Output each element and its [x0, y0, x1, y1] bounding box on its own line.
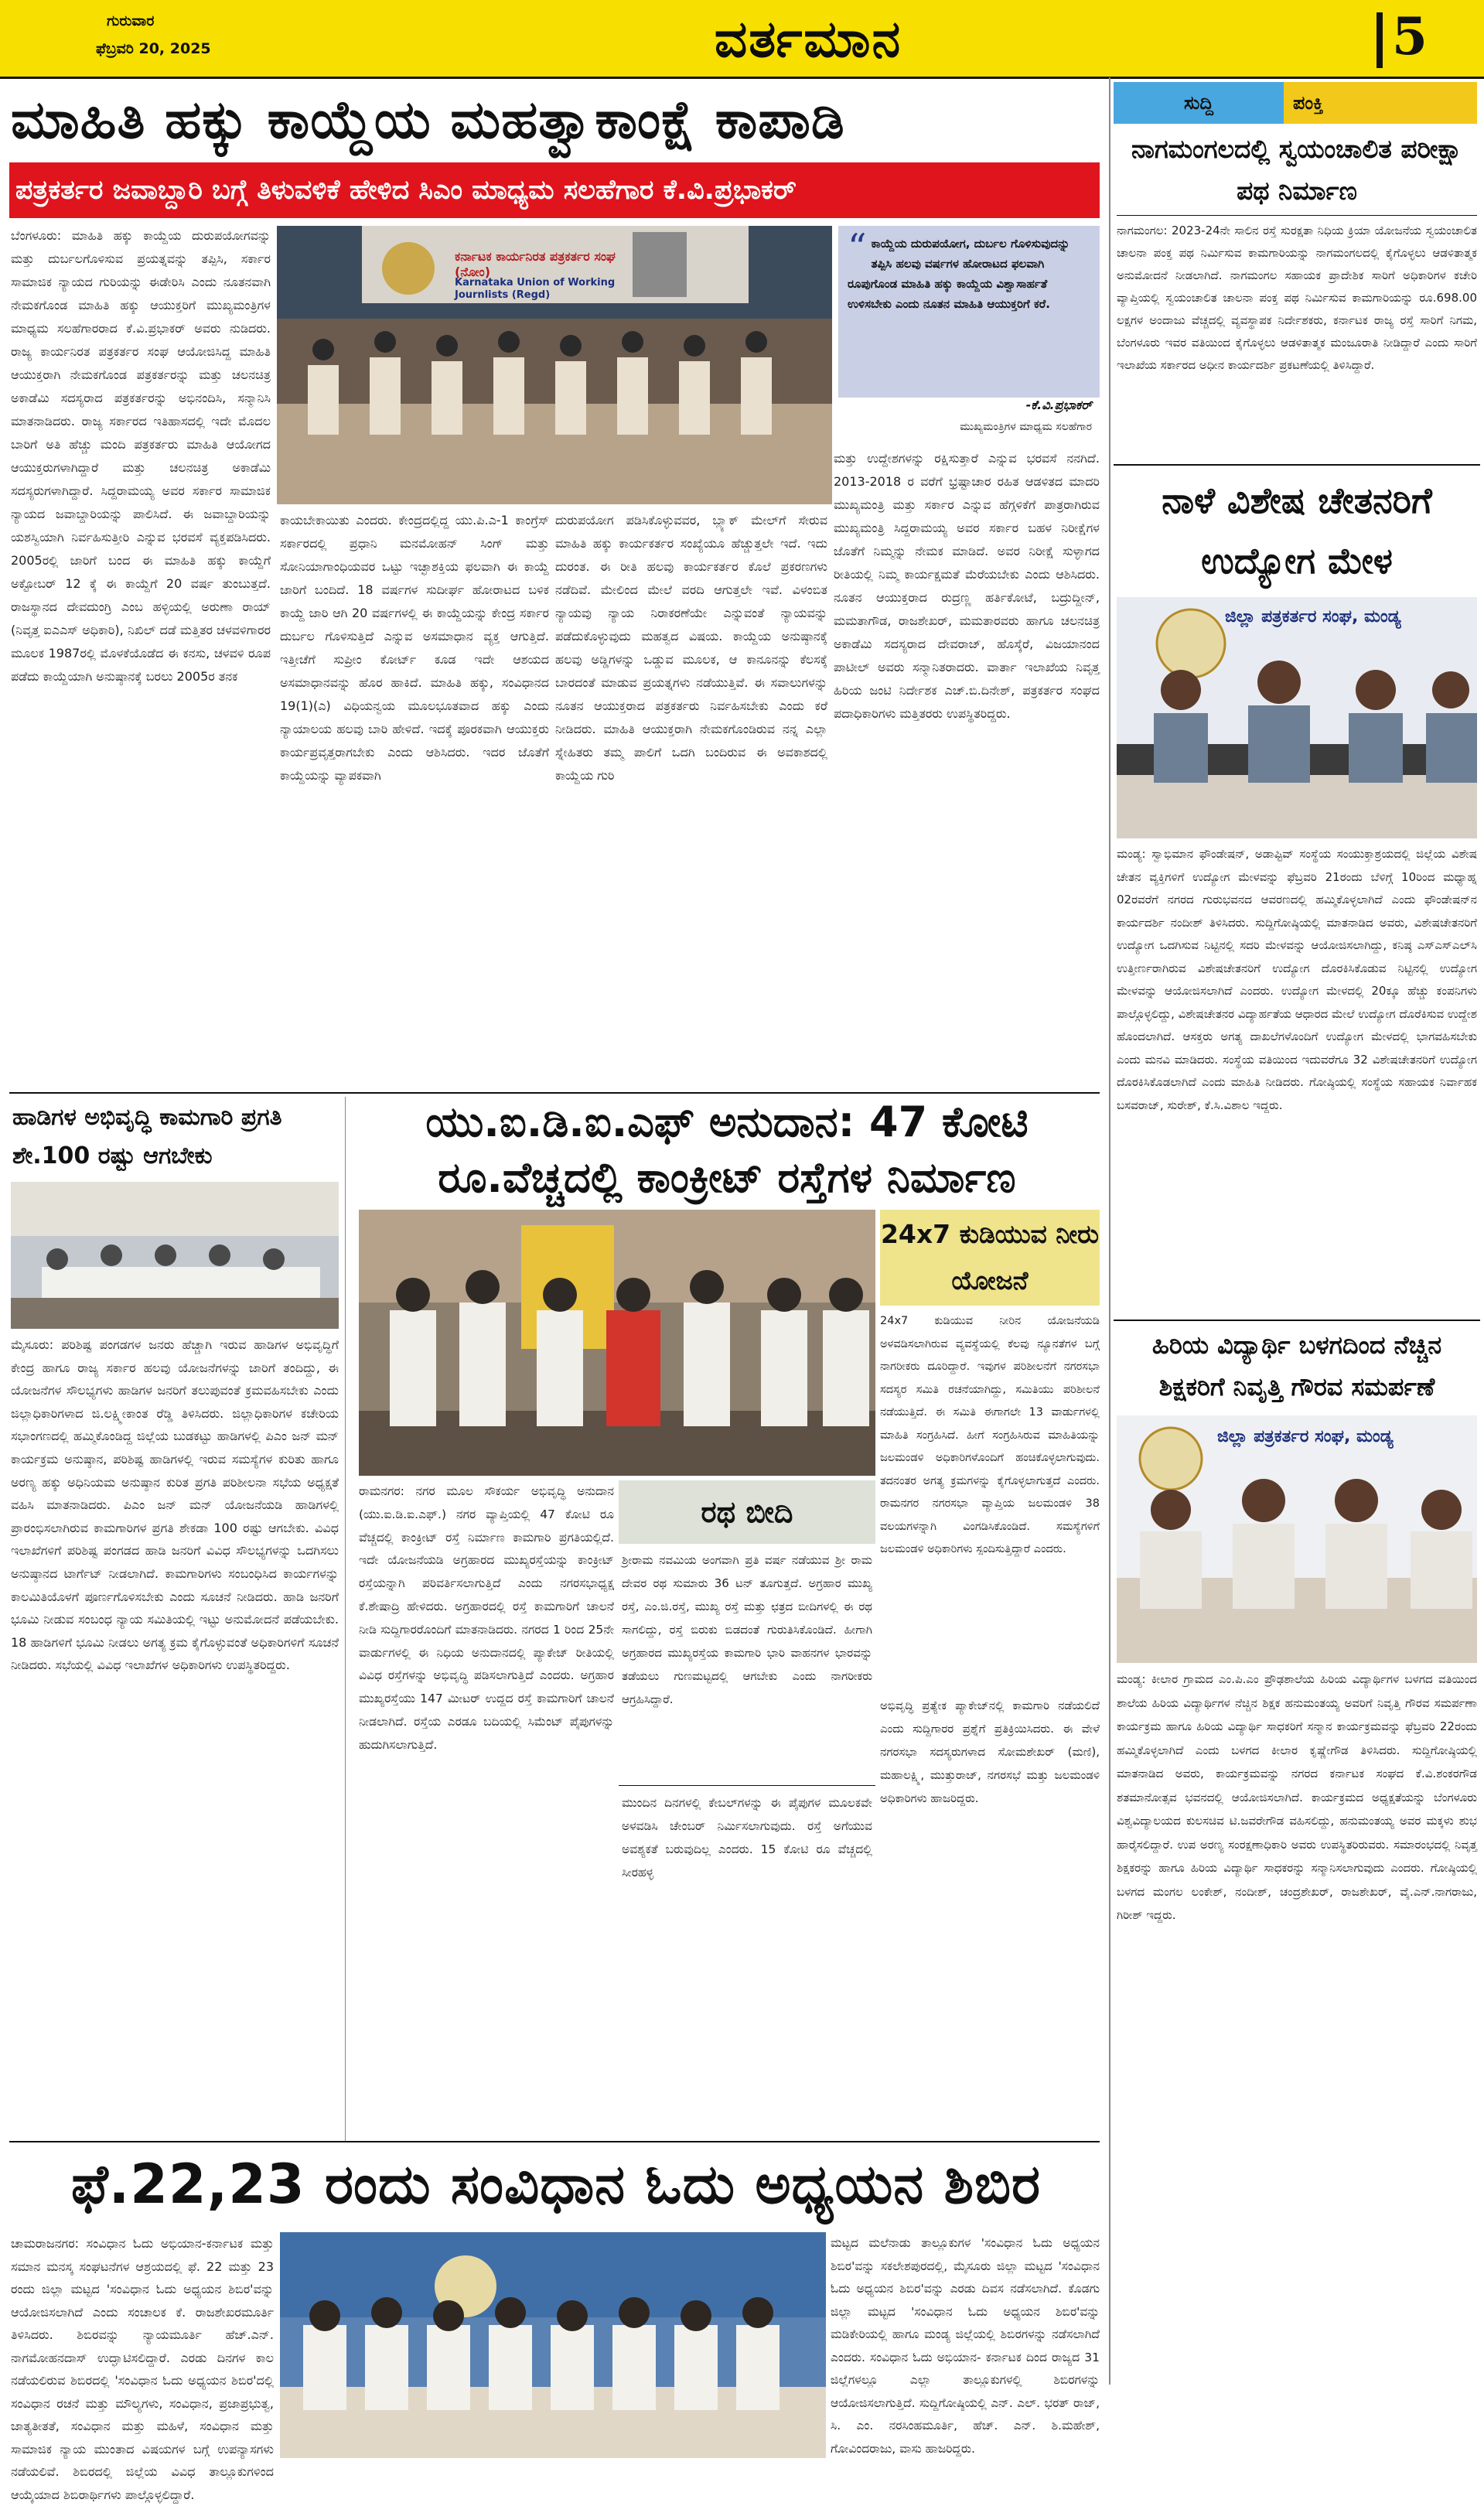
- uidf-road-photo: [359, 1210, 875, 1476]
- quote-author: -ಕೆ.ವಿ.ಪ್ರಭಾಕರ್: [1025, 398, 1092, 412]
- rti-subheadline: ಪತ್ರಕರ್ತರ ಜವಾಬ್ದಾರಿ ಬಗ್ಗೆ ತಿಳುವಳಿಕೆ ಹೇಳಿದ ಸಿಎಂ ಮಾಧ್ಯಮ ಸಲಹೆಗಾರ ಕೆ.ವಿ.ಪ್ರಭಾಕರ್: [15, 175, 797, 206]
- rti-event-photo: [277, 226, 832, 504]
- uidf-headline-line-2: ರೂ.ವೆಚ್ಚದಲ್ಲಿ ಕಾಂಕ್ರೀಟ್ ರಸ್ತೆಗಳ ನಿರ್ಮಾಣ: [438, 1153, 1016, 1202]
- uidf-column-3: ಅಭಿವೃದ್ಧಿ ಪ್ರತ್ಯೇಕ ಪ್ಯಾಕೇಜ್‌ನಲ್ಲಿ ಕಾಮಗಾರಿ ನಡೆಯಲಿದೆ ಎಂದು ಸುದ್ದಿಗಾರರ ಪ್ರಶ್ನೆಗೆ ಪ್ರತಿಕ್ರಿಯಿಸಿದರು. ಈ ವೇಳೆ ನಗರಸಭಾ ಸದಸ್ಯರುಗಳಾದ ಸೋಮಶೇಖರ್ (ಮಣಿ), ಮಹಾಲಕ್ಷ್ಮಿ, ಮುತ್ತುರಾಜ್, ನಗರಸಭೆ ಮತ್ತು ಜಲಮಂಡಳಿ ಅಧಿಕಾರಿಗಳು ಹಾಜರಿದ್ದರು.: [880, 1699, 1100, 1805]
- job-fair-headline: ನಾಳೆ ವಿಶೇಷ ಚೇತನರಿಗೆ ಉದ್ಯೋಗ ಮೇಳ: [1162, 480, 1432, 582]
- quote-mark-icon: “: [848, 226, 867, 269]
- constitution-column-4: ಮಟ್ಟದ ಮಲೆನಾಡು ತಾಲ್ಲೂಕುಗಳ 'ಸಂವಿಧಾನ ಓದು ಅಧ್ಯಯನ ಶಿಬಿರ'ವನ್ನು ಸಕಲೇಶಪುರದಲ್ಲಿ, ಮೈಸೂರು ಜಿಲ್ಲಾ ಮಟ್ಟದ 'ಸಂವಿಧಾನ ಓದು ಅಧ್ಯಯನ ಶಿಬಿರ'ವನ್ನು ಎರಡು ದಿವಸ ನಡೆಸಲಾಗಿದೆ. ಕೊಡಗು ಜಿಲ್ಲಾ ಮಟ್ಟದ 'ಸಂವಿಧಾನ ಓದು ಅಧ್ಯಯನ ಶಿಬಿರ'ವನ್ನು ಮಡಿಕೇರಿಯಲ್ಲಿ ಹಾಗೂ ಮಂಡ್ಯ ಜಿಲ್ಲೆಯಲ್ಲಿ ಶಿಬಿರಗಳನ್ನು ನಡೆಸಲಾಗಿದೆ ಎಂದರು. ಸಂವಿಧಾನ ಓದು ಅಭಿಯಾನ- ಕರ್ನಾಟಕ ದಿಂದ ರಾಜ್ಯದ 31 ಜಿಲ್ಲೆಗಳಲ್ಲೂ ಎಲ್ಲಾ ತಾಲ್ಲೂಕುಗಳಲ್ಲಿ ಶಿಬಿರಗಳನ್ನು ಆಯೋಜಿಸಲಾಗುತ್ತಿದೆ. ಸುದ್ದಿಗೋಷ್ಠಿಯಲ್ಲಿ ಎನ್. ಎಲ್. ಭರತ್ ರಾಜ್, ಸಿ. ಎಂ. ನರಸಿಂಹಮೂರ್ತಿ, ಹೆಚ್. ಎನ್. ಶಿ.ಮಹೇಶ್, ಗೋವಿಂದರಾಜು, ವಾಸು ಹಾಜರಿದ್ದರು.: [831, 2236, 1100, 2456]
- section-label-2: ಪಂಕ್ತಿ: [1293, 92, 1324, 114]
- job-fair-photo: [1117, 597, 1477, 838]
- newspaper-title: ವರ್ತಮಾನ: [714, 9, 902, 69]
- rti-subheadline-band: [9, 162, 1100, 218]
- retirement-photo-banner: ಜಿಲ್ಲಾ ಪತ್ರಕರ್ತರ ಸಂಘ, ಮಂಡ್ಯ: [1217, 1427, 1394, 1446]
- hostel-photo-illustration: [11, 1182, 339, 1329]
- constitution-headline: ಫೆ.22,23 ರಂದು ಸಂವಿಧಾನ ಓದು ಅಧ್ಯಯನ ಶಿಬಿರ: [70, 2153, 1042, 2216]
- constitution-column-1: ಚಾಮರಾಜನಗರ: ಸಂವಿಧಾನ ಓದು ಅಭಿಯಾನ-ಕರ್ನಾಟಕ ಮತ್ತು ಸಮಾನ ಮನಸ್ಕ ಸಂಘಟನೆಗಳ ಆಶ್ರಯದಲ್ಲಿ ಫೆ. 22 ಮತ್ತು 23 ರಂದು ಜಿಲ್ಲಾ ಮಟ್ಟದ 'ಸಂವಿಧಾನ ಓದು ಅಧ್ಯಯನ ಶಿಬಿರ'ವನ್ನು ಆಯೋಜಿಸಲಾಗಿದೆ ಎಂದು ಸಂಚಾಲಕ ಕೆ. ರಾಜಶೇಖರಮೂರ್ತಿ ತಿಳಿಸಿದರು. ಶಿಬಿರವನ್ನು ನ್ಯಾಯಮೂರ್ತಿ ಹೆಚ್.ಎನ್. ನಾಗಮೋಹನದಾಸ್ ಉದ್ಘಾಟಿಸಲಿದ್ದಾರೆ. ಎರಡು ದಿನಗಳ ಕಾಲ ನಡೆಯಲಿರುವ ಶಿಬಿರದಲ್ಲಿ 'ಸಂವಿಧಾನ ಓದು ಅಧ್ಯಯನ ಶಿಬಿರ'ದಲ್ಲಿ ಸಂವಿಧಾನ ರಚನೆ ಮತ್ತು ಮೌಲ್ಯಗಳು, ಸಂವಿಧಾನ, ಪ್ರಜಾಪ್ರಭುತ್ವ, ಜಾತ್ಯತೀತತೆ, ಸಂವಿಧಾನ ಮತ್ತು ಮಹಿಳೆ, ಸಂವಿಧಾನ ಮತ್ತು ಸಾಮಾಜಿಕ ನ್ಯಾಯ ಮುಂತಾದ ವಿಷಯಗಳ ಬಗ್ಗೆ ಉಪನ್ಯಾಸಗಳು ನಡೆಯಲಿವೆ. ಶಿಬಿರದಲ್ಲಿ ಜಿಲ್ಲೆಯ ವಿವಿಧ ತಾಲ್ಲೂಕುಗಳಿಂದ ಆಯ್ಕೆಯಾದ ಶಿಬಿರಾರ್ಥಿಗಳು ಪಾಲ್ಗೊಳ್ಳಲಿದ್ದಾರೆ.: [11, 2236, 274, 2502]
- hostel-body: ಮೈಸೂರು: ಪರಿಶಿಷ್ಟ ಪಂಗಡಗಳ ಜನರು ಹೆಚ್ಚಾಗಿ ಇರುವ ಹಾಡಿಗಳ ಅಭಿವೃದ್ಧಿಗೆ ಕೇಂದ್ರ ಹಾಗೂ ರಾಜ್ಯ ಸರ್ಕಾರ ಹಲವು ಯೋಜನೆಗಳನ್ನು ಜಾರಿಗೆ ತಂದಿದ್ದು, ಈ ಯೋಜನೆಗಳ ಸೌಲಭ್ಯಗಳು ಹಾಡಿಗಳ ಜನರಿಗೆ ತಲುಪುವಂತೆ ಕ್ರಮವಹಿಸಬೇಕು ಎಂದು ಜಿಲ್ಲಾಧಿಕಾರಿಗಳಾದ ಜಿ.ಲಕ್ಷ್ಮೀಕಾಂತ ರೆಡ್ಡಿ ತಿಳಿಸಿದರು. ಜಿಲ್ಲಾಧಿಕಾರಿಗಳ ಕಚೇರಿಯ ಸಭಾಂಗಣದಲ್ಲಿ ಹಮ್ಮಿಕೊಂಡಿದ್ದ ಜಿಲ್ಲೆಯ ಬುಡಕಟ್ಟು ಹಾಡಿಗಳಲ್ಲಿ ಪಿಎಂ ಜನ್ ಮನ್ ಕಾರ್ಯಕ್ರಮ ಅನುಷ್ಠಾನ, ಪರಿಶಿಷ್ಟ ಹಾಡಿಗಳಲ್ಲಿ ಇರುವ ಸಮಸ್ಯೆಗಳ ಕುರಿತು ಹಾಗೂ ಅರಣ್ಯ ಹಕ್ಕು ಅಧಿನಿಯಮ ಅನುಷ್ಠಾನ ಕುರಿತ ಪ್ರಗತಿ ಪರಿಶೀಲನಾ ಸಭೆಯ ಅಧ್ಯಕ್ಷತೆ ವಹಿಸಿ ಮಾತನಾಡಿದರು. ಪಿಎಂ ಜನ್ ಮನ್ ಯೋಜನೆಯಡಿ ಹಾಡಿಗಳಲ್ಲಿ ಪ್ರಾರಂಭಿಸಲಾಗಿರುವ ಕಾಮಗಾರಿಗಳ ಪ್ರಗತಿ ಶೇಕಡಾ 100 ರಷ್ಟು ಆಗಬೇಕು. ವಿವಿಧ ಇಲಾಖೆಗಳಿಗೆ ಪರಿಶಿಷ್ಟ ಪಂಗಡದ ಹಾಡಿ ಜನರಿಗೆ ವಿವಿಧ ಸೌಲಭ್ಯಗಳನ್ನು ಒದಗಿಸಲು ಅನುಷ್ಠಾನದ ಟಾರ್ಗೆಟ್ ನೀಡಲಾಗಿದೆ. ಕಾಮಗಾರಿಗಳು ಸಂಬಂಧಿಸಿದ ಕಾರ್ಯಗಳನ್ನು ಕಾಲಮಿತಿಯೊಳಗೆ ಪೂರ್ಣಗೊಳಿಸಬೇಕು ಎಂದು ಸೂಚನೆ ನೀಡಿದರು. ಹಾಡಿ ಜನರಿಗೆ ಭೂಮಿ ನೀಡುವ ಸಂಬಂಧ ನ್ಯಾಯ ಸಮಿತಿಯಲ್ಲಿ ಇಟ್ಟು ಅನುಮೋದನೆ ಪಡೆಯಬೇಕು. 18 ಹಾಡಿಗಳಿಗೆ ಭೂಮಿ ನೀಡಲು ಅಗತ್ಯ ಕ್ರಮ ಕೈಗೊಳ್ಳುವಂತೆ ಅಧಿಕಾರಿಗಳಿಗೆ ಸೂಚನೆ ನೀಡಿದರು. ಸಭೆಯಲ್ಲಿ ವಿವಿಧ ಇಲಾಖೆಗಳ ಅಧಿಕಾರಿಗಳು ಉಪಸ್ಥಿತರಿದ್ದರು.: [11, 1337, 339, 1673]
- retirement-headline: ಹಿರಿಯ ವಿದ್ಯಾರ್ಥಿ ಬಳಗದಿಂದ ನೆಚ್ಚಿನ ಶಿಕ್ಷಕರಿಗೆ ನಿವೃತ್ತಿ ಗೌರವ ಸಮರ್ಪಣೆ: [1151, 1330, 1442, 1402]
- divider: [619, 1785, 875, 1786]
- page-number: 5: [1392, 6, 1428, 67]
- divider: [345, 1097, 346, 2141]
- water-scheme-title: 24x7 ಕುಡಿಯುವ ನೀರು ಯೋಜನೆ: [880, 1210, 1100, 1306]
- divider: [1114, 464, 1480, 466]
- photo-banner-english: Karnataka Union of Working Journlists (Regd): [455, 277, 616, 301]
- masthead: [0, 0, 1484, 79]
- nagamangala-headline: ನಾಗಮಂಗಲದಲ್ಲಿ ಸ್ವಯಂಚಾಲಿತ ಪರೀಕ್ಷಾ ಪಥ ನಿರ್ಮಾಣ: [1131, 134, 1463, 206]
- quote-text: ಕಾಯ್ದೆಯ ದುರುಪಯೋಗ, ದುರ್ಬಲ ಗೊಳಿಸುವುದನ್ನು ತಪ್ಪಿಸಿ ಹಲವು ವರ್ಷಗಳ ಹೋರಾಟದ ಫಲವಾಗಿ ರೂಪುಗೊಂಡ ಮಾಹಿತಿ ಹಕ್ಕು ಕಾಯ್ದೆಯ ವಿಶ್ವಾಸಾರ್ಹತೆ ಉಳಿಸಬೇಕು ಎಂದು ನೂತನ ಮಾಹಿತಿ ಆಯುಕ್ತರಿಗೆ ಕರೆ.: [848, 237, 1070, 311]
- job-fair-body: ಮಂಡ್ಯ: ಸ್ವಾಭಿಮಾನ ಫೌಂಡೇಷನ್, ಅಡಾಪ್ಟಿವ್ ಸಂಸ್ಥೆಯ ಸಂಯುಕ್ತಾಶ್ರಯದಲ್ಲಿ ಜಿಲ್ಲೆಯ ವಿಶೇಷ ಚೇತನ ವ್ಯಕ್ತಿಗಳಿಗೆ ಉದ್ಯೋಗ ಮೇಳವನ್ನು ಫೆಬ್ರವರಿ 21ರಂದು ಬೆಳಿಗ್ಗೆ 10ರಿಂದ ಮಧ್ಯಾಹ್ನ 02ರವರೆಗೆ ನಗರದ ಗುರುಭವನದ ಆವರಣದಲ್ಲಿ ಹಮ್ಮಿಕೊಳ್ಳಲಾಗಿದೆ ಎಂದು ಫೌಂಡೇಷನ್‌ನ ಕಾರ್ಯದರ್ಶಿ ನಂದೀಶ್ ತಿಳಿಸಿದರು. ಸುದ್ದಿಗೋಷ್ಠಿಯಲ್ಲಿ ಮಾತನಾಡಿದ ಅವರು, ವಿಶೇಷಚೇತನರಿಗೆ ಉದ್ಯೋಗ ಒದಗಿಸುವ ನಿಟ್ಟಿನಲ್ಲಿ ಸದರಿ ಮೇಳವನ್ನು ಆಯೋಜಿಸಲಾಗಿದ್ದು, ಕನಿಷ್ಠ ಎಸ್‌ಎಸ್‌ಎಲ್‌ಸಿ ಉತ್ತೀರ್ಣರಾಗಿರುವ ವಿಶೇಷಚೇತನರಿಗೆ ಉದ್ಯೋಗ ದೊರಕಿಸಿಕೊಡುವ ನಿಟ್ಟಿನಲ್ಲಿ ಉದ್ಯೋಗ ಮೇಳವನ್ನು ಆಯೋಜಿಸಲಾಗಿದೆ ಎಂದರು. ಉದ್ಯೋಗ ಮೇಳದಲ್ಲಿ 20ಕ್ಕೂ ಹೆಚ್ಚು ಕಂಪನಿಗಳು ಪಾಲ್ಗೊಳ್ಳಲಿದ್ದು, ವಿಶೇಷಚೇತನರ ವಿದ್ಯಾರ್ಹತೆಯ ಆಧಾರದ ಮೇಲೆ ಉದ್ಯೋಗ ದೊರೆಕಿಸುವ ಉದ್ದೇಶ ಹೊಂದಲಾಗಿದೆ. ಆಸಕ್ತರು ಅಗತ್ಯ ದಾಖಲೆಗಳೊಂದಿಗೆ ಉದ್ಯೋಗ ಮೇಳದಲ್ಲಿ ಭಾಗವಹಿಸಬೇಕು ಎಂದು ಮನವಿ ಮಾಡಿದರು. ಸಂಸ್ಥೆಯ ವತಿಯಿಂದ ಇದುವರೆಗೂ 32 ವಿಶೇಷಚೇತನರಿಗೆ ಉದ್ಯೋಗ ದೊರಕಿಸಿಕೊಡಲಾಗಿದೆ ಎಂದು ಮಾಹಿತಿ ನೀಡಿದರು. ಗೋಷ್ಠಿಯಲ್ಲಿ ಸಂಸ್ಥೆಯ ಸಹಾಯಕ ನಿರ್ವಾಹಕ ಬಸವರಾಜ್, ಸುರೇಶ್, ಕೆ.ಸಿ.ವಿಶಾಲ ಇದ್ದರು.: [1117, 847, 1477, 1112]
- rti-column-1: ಬೆಂಗಳೂರು: ಮಾಹಿತಿ ಹಕ್ಕು ಕಾಯ್ದೆಯ ದುರುಪಯೋಗವನ್ನು ಮತ್ತು ದುರ್ಬಲಗೊಳಿಸುವ ಪ್ರಯತ್ನವನ್ನು ತಪ್ಪಿಸಿ, ಸರ್ಕಾರ ಸಾಮಾಜಿಕ ನ್ಯಾಯದ ಗುರಿಯನ್ನು ಈಡೇರಿಸಿ ಎಂದು ನೂತನವಾಗಿ ನೇಮಕಗೊಂಡ ಮಾಹಿತಿ ಹಕ್ಕು ಆಯುಕ್ತರಿಗೆ ಮುಖ್ಯಮಂತ್ರಿಗಳ ಮಾಧ್ಯಮ ಸಲಹೆಗಾರರಾದ ಕೆ.ವಿ.ಪ್ರಭಾಕರ್ ಅವರು ನುಡಿದರು. ರಾಜ್ಯ ಕಾರ್ಯನಿರತ ಪತ್ರಕರ್ತರ ಸಂಘ ಆಯೋಜಿಸಿದ್ದ ಮಾಹಿತಿ ಆಯುಕ್ತರಾಗಿ ನೇಮಕಗೊಂಡ ಪತ್ರಕರ್ತರನ್ನು ಮತ್ತು ಚಲನಚಿತ್ರ ಅಕಾಡೆಮಿ ಸದಸ್ಯರಾದ ಪತ್ರಕರ್ತರನ್ನು ಅಭಿನಂದಿಸಿ, ಸನ್ಮಾನಿಸಿ ಮಾತನಾಡಿದರು. ರಾಜ್ಯ ಸರ್ಕಾರದ ಇತಿಹಾಸದಲ್ಲಿ ಇದೇ ಮೊದಲ ಬಾರಿಗೆ ಅತಿ ಹೆಚ್ಚು ಮಂದಿ ಪತ್ರಕರ್ತರು ಮಾಹಿತಿ ಆಯೋಗದ ಆಯುಕ್ತರುಗಳಾಗಿದ್ದಾರೆ ಮತ್ತು ಚಲನಚಿತ್ರ ಅಕಾಡೆಮಿ ಸದಸ್ಯರುಗಳಾಗಿದ್ದಾರೆ. ಸಿದ್ದರಾಮಯ್ಯ ಅವರ ಸರ್ಕಾರ ಸಾಮಾಜಿಕ ನ್ಯಾಯದ ಜವಾಬ್ದಾರಿಯನ್ನು ಪಾಲಿಸಿದೆ. ಈ ಜವಾಬ್ದಾರಿಯನ್ನು ಯಶಸ್ವಿಯಾಗಿ ನಿರ್ವಹಿಸುತ್ತೀರಿ ಎನ್ನುವ ಭರವಸೆ ವ್ಯಕ್ತಪಡಿಸಿದರು. 2005ರಲ್ಲಿ ಜಾರಿಗೆ ಬಂದ ಈ ಮಾಹಿತಿ ಹಕ್ಕು ಕಾಯ್ದೆಗೆ ಅಕ್ಟೋಬರ್ 12 ಕ್ಕೆ ಈ ಕಾಯ್ದೆಗೆ 20 ವರ್ಷ ತುಂಬುತ್ತದೆ. ರಾಜಸ್ಥಾನದ ದೇವದುಂಗ್ರಿ ಎಂಬ ಹಳ್ಳಿಯಲ್ಲಿ ಅರುಣಾ ರಾಯ್ (ನಿವೃತ್ತ ಐಎಎಸ್ ಅಧಿಕಾರಿ), ನಿಖಿಲ್ ದಡೆ ಮತ್ತಿತರ ಚಳವಳಿಗಾರರ ಮೂಲಕ 1987ರಲ್ಲಿ ಮೊಳಕೆಯೊಡೆದ ಈ ಕನಸು, ಚಳವಳಿ ರೂಪ ಪಡೆದು ಕಾಯ್ದೆಯಾಗಿ ಅನುಷ್ಠಾನಕ್ಕೆ ಬರಲು 2005ರ ತನಕ: [11, 228, 271, 684]
- uidf-photo-illustration: [359, 1210, 875, 1476]
- masthead-day: ಗುರುವಾರ: [107, 12, 155, 29]
- section-label-box-2: [1284, 82, 1477, 124]
- ratha-beedi-body: ಶ್ರೀರಾಮ ನವಮಿಯ ಅಂಗವಾಗಿ ಪ್ರತಿ ವರ್ಷ ನಡೆಯುವ ಶ್ರೀ ರಾಮ ದೇವರ ರಥ ಸುಮಾರು 36 ಟನ್ ತೂಗುತ್ತದೆ. ಅಗ್ರಹಾರ ಮುಖ್ಯ ರಸ್ತೆ, ಎಂ.ಜಿ.ರಸ್ತೆ, ಮುಖ್ಯ ರಸ್ತೆ ಮತ್ತು ಛತ್ರದ ಬೀದಿಗಳಲ್ಲಿ ಈ ರಥ ಸಾಗಲಿದ್ದು, ರಸ್ತೆ ಬಿರುಕು ಬಿಡದಂತೆ ಗುರುತಿಸಿಕೊಂಡಿದೆ. ಹೀಗಾಗಿ ಅಗ್ರಹಾರದ ಮುಖ್ಯರಸ್ತೆಯ ಕಾಮಗಾರಿ ಭಾರಿ ವಾಹನಗಳ ಭಾರವನ್ನು ತಡೆಯಲು ಗುಣಮಟ್ಟದಲ್ಲಿ ಆಗಬೇಕು ಎಂದು ನಾಗರೀಕರು ಆಗ್ರಹಿಸಿದ್ದಾರೆ.: [622, 1553, 872, 1706]
- ratha-beedi-title: ರಥ ಬೀದಿ: [619, 1480, 875, 1544]
- uidf-column-1: ರಾಮನಗರ: ನಗರ ಮೂಲ ಸೌಕರ್ಯ ಅಭಿವೃದ್ಧಿ ಅನುದಾನ (ಯು.ಐ.ಡಿ.ಐ.ಎಫ್.) ನಗರ ವ್ಯಾಪ್ತಿಯಲ್ಲಿ 47 ಕೋಟಿ ರೂ ವೆಚ್ಚದಲ್ಲಿ ಕಾಂಕ್ರೀಟ್ ರಸ್ತೆ ನಿರ್ಮಾಣ ಕಾಮಗಾರಿ ಪ್ರಗತಿಯಲ್ಲಿದೆ. ಇದೇ ಯೋಜನೆಯಡಿ ಅಗ್ರಹಾರದ ಮುಖ್ಯರಸ್ತೆಯನ್ನು ಕಾಂಕ್ರೀಟ್ ರಸ್ತೆಯನ್ನಾಗಿ ಪರಿವರ್ತಿಸಲಾಗುತ್ತಿದೆ ಎಂದು ನಗರಸಭಾಧ್ಯಕ್ಷ ಕೆ.ಶೇಷಾದ್ರಿ ಹೇಳಿದರು. ಅಗ್ರಹಾರದಲ್ಲಿ ರಸ್ತೆ ಕಾಮಗಾರಿಗೆ ಚಾಲನೆ ನೀಡಿ ಸುದ್ದಿಗಾರರೊಂದಿಗೆ ಮಾತನಾಡಿದರು. ನಗರದ 1 ರಿಂದ 25ನೇ ವಾರ್ಡುಗಳಲ್ಲಿ ಈ ನಿಧಿಯ ಅನುದಾನದಲ್ಲಿ ಪ್ಯಾಕೇಜ್ ರೀತಿಯಲ್ಲಿ ವಿವಿಧ ರಸ್ತೆಗಳನ್ನು ಅಭಿವೃದ್ಧಿ ಪಡಿಸಲಾಗುತ್ತಿದೆ ಎಂದರು. ಅಗ್ರಹಾರ ಮುಖ್ಯರಸ್ತೆಯು 147 ಮೀಟರ್ ಉದ್ದದ ರಸ್ತೆ ಕಾಮಗಾರಿಗೆ ಚಾಲನೆ ನೀಡಲಾಗಿದೆ. ರಸ್ತೆಯ ಎರಡೂ ಬದಿಯಲ್ಲಿ ಸಿಮೆಂಟ್ ಪೈಪುಗಳನ್ನು ಹುದುಗಿಸಲಾಗುತ್ತಿದೆ.: [359, 1484, 614, 1752]
- divider: [1117, 215, 1477, 216]
- rti-column-3: ದುರುಪಯೋಗ ಪಡಿಸಿಕೊಳ್ಳುವವರ, ಬ್ಲ್ಯಾಕ್ ಮೇಲ್‌ಗೆ ಸೇರುವ ಮಾಹಿತಿ ಹಕ್ಕು ಕಾರ್ಯಕರ್ತರ ಸಂಖ್ಯೆಯೂ ಹೆಚ್ಚುತ್ತಲೇ ಇದೆ. ಇದು ದುರಂತ. ಈ ರೀತಿ ಹಲವು ಕಾರ್ಯಕರ್ತರ ಕೊಲೆ ಪ್ರಕರಣಗಳು ನಡೆದಿವೆ. ಮೇಲಿಂದ ಮೇಲೆ ವರದಿ ಆಗುತ್ತಲೇ ಇವೆ. ವಿಳಂಬಿತ ನ್ಯಾಯವು ನ್ಯಾಯ ನಿರಾಕರಣೆಯೇ ಎನ್ನುವಂತೆ ನ್ಯಾಯವನ್ನು ಪಡೆದುಕೊಳ್ಳುವುದು ಮಹತ್ವದ ವಿಷಯ. ಕಾಯ್ದೆಯ ಅನುಷ್ಠಾನಕ್ಕೆ ಹಲವು ಅಡ್ಡಿಗಳನ್ನು ಒಡ್ಡುವ ಮೂಲಕ, ಆ ಕಾನೂನನ್ನು ಕೆಲಸಕ್ಕೆ ಬಾರದಂತೆ ಮಾಡುವ ಪ್ರಯತ್ನಗಳು ನಡೆಯುತ್ತಿವೆ. ಈ ಸವಾಲುಗಳನ್ನು ನೂತನ ಆಯುಕ್ತರಾದ ಪತ್ರಕರ್ತರು ನಿರ್ವಹಿಸಬೇಕು ಎಂದು ಕರೆ ನೀಡಿದರು. ಮಾಹಿತಿ ಆಯುಕ್ತರಾಗಿ ನೇಮಕಗೊಂಡಿರುವ ನನ್ನ ಎಲ್ಲಾ ಸ್ನೇಹಿತರು ತಮ್ಮ ಪಾಲಿಗೆ ಒದಗಿ ಬಂದಿರುವ ಈ ಅವಕಾಶದಲ್ಲಿ ಕಾಯ್ದೆಯ ಗುರಿ: [555, 513, 827, 783]
- constitution-photo-illustration: [280, 2232, 826, 2458]
- retirement-body: ಮಂಡ್ಯ: ಕೀಲಾರ ಗ್ರಾಮದ ಎಂ.ಪಿ.ಎಂ ಪ್ರೌಢಶಾಲೆಯ ಹಿರಿಯ ವಿದ್ಯಾರ್ಥಿಗಳ ಬಳಗದ ವತಿಯಿಂದ ಶಾಲೆಯ ಹಿರಿಯ ವಿದ್ಯಾರ್ಥಿಗಳ ನೆಚ್ಚಿನ ಶಿಕ್ಷಕ ಹನುಮಂತಯ್ಯ ಅವರಿಗೆ ನಿವೃತ್ತಿ ಗೌರವ ಸಮರ್ಪಣಾ ಕಾರ್ಯಕ್ರಮ ಹಾಗೂ ಹಿರಿಯ ವಿದ್ಯಾರ್ಥಿ ಸಾಧಕರಿಗೆ ಸನ್ಮಾನ ಕಾರ್ಯಕ್ರಮವನ್ನು ಫೆಬ್ರವರಿ 22ರಂದು ಹಮ್ಮಿಕೊಳ್ಳಲಾಗಿದೆ ಎಂದು ಬಳಗದ ಕೀಲಾರ ಕೃಷ್ಣೇಗೌಡ ತಿಳಿಸಿದರು. ಸುದ್ದಿಗೋಷ್ಠಿಯಲ್ಲಿ ಮಾತನಾಡಿದ ಅವರು, ಕಾರ್ಯಕ್ರಮವನ್ನು ನಗರದ ಕರ್ನಾಟಕ ಸಂಘದ ಕೆ.ವಿ.ಶಂಕರಗೌಡ ಶತಮಾನೋತ್ಸವ ಭವನದಲ್ಲಿ ಆಯೋಜಿಸಲಾಗಿದೆ. ಕಾರ್ಯಕ್ರಮದ ಅಧ್ಯಕ್ಷತೆಯನ್ನು ಬೆಂಗಳೂರು ವಿಶ್ವವಿದ್ಯಾಲಯದ ಕುಲಸಚಿವ ಟಿ.ಜವರೇಗೌಡ ವಹಿಸಲಿದ್ದು, ಹನುಮಂತಯ್ಯ ಅವರ ಮಕ್ಕಳು ಶುಭ ಹಾರೈಸಲಿದ್ದಾರೆ. ಉಪ ಅರಣ್ಯ ಸಂರಕ್ಷಣಾಧಿಕಾರಿ ಅವರು ಉಪಸ್ಥಿತರಿರುವರು. ಸಮಾರಂಭದಲ್ಲಿ ನಿವೃತ್ತ ಶಿಕ್ಷಕರನ್ನು ಹಾಗೂ ಹಿರಿಯ ವಿದ್ಯಾರ್ಥಿ ಸಾಧಕರನ್ನು ಸನ್ಮಾನಿಸಲಾಗುವುದು ಎಂದರು. ಗೋಷ್ಠಿಯಲ್ಲಿ ಬಳಗದ ಮಂಗಲ ಲಂಕೇಶ್, ನಂದೀಶ್, ಚಂದ್ರಶೇಖರ್, ರಾಜಶೇಖರ್, ವೈ.ಎನ್.ನಾಗರಾಜು, ಗಿರೀಶ್ ಇದ್ದರು.: [1117, 1672, 1477, 1922]
- retirement-photo-illustration: [1117, 1415, 1477, 1663]
- divider: [9, 1092, 1100, 1094]
- job-fair-photo-illustration: [1117, 597, 1477, 838]
- divider: [1114, 1320, 1480, 1321]
- rti-column-2: ಕಾಯಬೇಕಾಯಿತು ಎಂದರು. ಕೇಂದ್ರದಲ್ಲಿದ್ದ ಯು.ಪಿ.ಎ-1 ಕಾಂಗ್ರೆಸ್ ಸರ್ಕಾರದಲ್ಲಿ ಪ್ರಧಾನಿ ಮನಮೋಹನ್ ಸಿಂಗ್ ಮತ್ತು ಸೋನಿಯಾಗಾಂಧಿಯವರ ಒಟ್ಟು ಇಚ್ಛಾಶಕ್ತಿಯ ಫಲವಾಗಿ ಈ ಕಾಯ್ದೆ ಜಾರಿಗೆ ಬಂದಿದೆ. 18 ವರ್ಷಗಳ ಸುದೀರ್ಘ ಹೋರಾಟದ ಬಳಿಕ ಕಾಯ್ದೆ ಜಾರಿ ಆಗಿ 20 ವರ್ಷಗಳಲ್ಲಿ ಈ ಕಾಯ್ದೆಯನ್ನು ಕೇಂದ್ರ ಸರ್ಕಾರ ದುರ್ಬಲ ಗೊಳಿಸುತ್ತಿದೆ ಎನ್ನುವ ಅಸಮಾಧಾನ ವ್ಯಕ್ತ ಆಗುತ್ತಿದೆ. ಇತ್ತೀಚೆಗೆ ಸುಪ್ರೀಂ ಕೋರ್ಟ್ ಕೂಡ ಇದೇ ಆಶಯದ ಅಸಮಾಧಾನವನ್ನು ಹೊರ ಹಾಕಿದೆ. ಮಾಹಿತಿ ಹಕ್ಕು, ಸಂವಿಧಾನದ 19(1)(ಎ) ವಿಧಿಯನ್ವಯ ಮೂಲಭೂತವಾದ ಹಕ್ಕು ಎಂದು ನ್ಯಾಯಾಲಯ ಹಲವು ಬಾರಿ ಹೇಳಿದೆ. ಇದಕ್ಕೆ ಪೂರಕವಾಗಿ ಆಯುಕ್ತರು ಕಾರ್ಯಪ್ರವೃತ್ತರಾಗಬೇಕು ಎಂದು ಆಶಿಸಿದರು. ಇದರ ಜೊತೆಗೆ ಕಾಯ್ದೆಯನ್ನು ವ್ಯಾಪಕವಾಗಿ: [280, 513, 549, 783]
- retirement-photo: [1117, 1415, 1477, 1663]
- uidf-column-2: ಮುಂದಿನ ದಿನಗಳಲ್ಲಿ ಕೇಬಲ್‌ಗಳನ್ನು ಈ ಪೈಪುಗಳ ಮೂಲಕವೇ ಅಳವಡಿಸಿ ಚೇಂಬರ್ ನಿರ್ಮಿಸಲಾಗುವುದು. ರಸ್ತೆ ಅಗೆಯುವ ಅವಶ್ಯಕತೆ ಬರುವುದಿಲ್ಲ ಎಂದರು. 15 ಕೋಟಿ ರೂ ವೆಚ್ಚದಲ್ಲಿ ಸೀರಹಳ್ಳ: [622, 1796, 872, 1880]
- sidebar-divider: [1109, 77, 1110, 2385]
- rti-headline: ಮಾಹಿತಿ ಹಕ್ಕು ಕಾಯ್ದೆಯ ಮಹತ್ವಾಕಾಂಕ್ಷೆ ಕಾಪಾಡಿ: [11, 90, 845, 151]
- hostel-headline: ಹಾಡಿಗಳ ಅಭಿವೃದ್ಧಿ ಕಾಮಗಾರಿ ಪ್ರಗತಿ ಶೇ.100 ರಷ್ಟು ಆಗಬೇಕು: [12, 1104, 282, 1169]
- rti-column-4: ಮತ್ತು ಉದ್ದೇಶಗಳನ್ನು ರಕ್ಷಿಸುತ್ತಾರೆ ಎನ್ನುವ ಭರವಸೆ ನನಗಿದೆ. 2013-2018 ರ ವರೆಗೆ ಭ್ರಷ್ಟಾಚಾರ ರಹಿತ ಆಡಳಿತದ ಮಾದರಿ ಮುಖ್ಯಮಂತ್ರಿ ಮತ್ತು ಸರ್ಕಾರ ಎನ್ನುವ ಹೆಗ್ಗಳಿಕೆಗೆ ಪಾತ್ರರಾಗಿರುವ ಮುಖ್ಯಮಂತ್ರಿ ಸಿದ್ದರಾಮಯ್ಯ ಅವರ ಸರ್ಕಾರ ಬಹಳ ನಿರೀಕ್ಷೆಗಳ ಜೊತೆಗೆ ನಿಮ್ಮನ್ನು ನೇಮಕ ಮಾಡಿದೆ. ಅವರ ನಿರೀಕ್ಷೆ ಸುಳ್ಳಾಗದ ರೀತಿಯಲ್ಲಿ ನಿಮ್ಮ ಕಾರ್ಯಕ್ಷಮತೆ ಮೆರೆಯಬೇಕು ಎಂದು ಆಶಿಸಿದರು. ನೂತನ ಆಯುಕ್ತರಾದ ರುದ್ರಣ್ಣ ಹರ್ತಿಕೋಟೆ, ಬದ್ರುದ್ದೀನ್, ಮಮತಾಗೌಡ, ರಾಜಶೇಖರ್, ಮಮತಾರವರು ಹಾಗೂ ಚಲನಚಿತ್ರ ಅಕಾಡೆಮಿ ಸದಸ್ಯರಾದ ದೇವರಾಜ್, ಹೊಸ್ಕೆರೆ, ವಿಜಯಾನಂದ ಪಾಟೀಲ್ ಅವರು ಸನ್ಮಾನಿತರಾದರು. ವಾರ್ತಾ ಇಲಾಖೆಯ ನಿವೃತ್ತ ಹಿರಿಯ ಜಂಟಿ ನಿರ್ದೇಶಕ ಎಚ್.ಬಿ.ದಿನೇಶ್, ಪತ್ರಕರ್ತರ ಸಂಘದ ಪದಾಧಿಕಾರಿಗಳು ಮತ್ತಿತರರು ಉಪಸ್ಥಿತರಿದ್ದರು.: [834, 451, 1100, 721]
- photo-banner-title: ಕರ್ನಾಟಕ ಕಾರ್ಯನಿರತ ಪತ್ರಕರ್ತರ ಸಂಘ (ನೋಂ): [455, 249, 616, 279]
- nagamangala-body: ನಾಗಮಂಗಲ: 2023-24ನೇ ಸಾಲಿನ ರಸ್ತೆ ಸುರಕ್ಷತಾ ನಿಧಿಯ ಕ್ರಿಯಾ ಯೋಜನೆಯ ಸ್ವಯಂಚಾಲಿತ ಚಾಲನಾ ಪಂಕ್ತ ಪಥ ನಿರ್ಮಿಸುವ ಕಾಮಗಾರಿಯನ್ನು ನಾಗಮಂಗಲದಲ್ಲಿ ಕೈಗೊಳ್ಳಲು ಆಡಳಿತಾತ್ಮಕ ಅನುಮೋದನೆ ನೀಡಲಾಗಿದೆ. ನಾಗಮಂಗಲ ಸಹಾಯಕ ಪ್ರಾದೇಶಿಕ ಸಾರಿಗೆ ಅಧಿಕಾರಿಗಳ ಕಚೇರಿ ವ್ಯಾಪ್ತಿಯಲ್ಲಿ ಸ್ವಯಂಚಾಲಿತ ಚಾಲನಾ ಪಂಕ್ತ ಪಥ ನಿರ್ಮಿಸುವ ಕಾಮಗಾರಿಯನ್ನು ರೂ.698.00 ಲಕ್ಷಗಳ ಅಂದಾಜು ವೆಚ್ಚದಲ್ಲಿ ವ್ಯವಸ್ಥಾಪಕ ನಿರ್ದೇಶಕರು, ಕರ್ನಾಟಕ ರಾಜ್ಯ ರಸ್ತೆ ಸಾರಿಗೆ ನಿಗಮ, ಬೆಂಗಳೂರು ಇವರ ವತಿಯಿಂದ ಕೈಗೊಳ್ಳಲು ಆಡಳಿತಾತ್ಮಕ ಮಂಜೂರಾತಿ ನೀಡಿದ್ದಾರೆ ಎಂದು ಸಾರಿಗೆ ಇಲಾಖೆಯ ಸರ್ಕಾರದ ಅಧೀನ ಕಾರ್ಯದರ್ಶಿ ಪ್ರಕಟಣೆಯಲ್ಲಿ ತಿಳಿಸಿದ್ದಾರೆ.: [1117, 224, 1477, 372]
- rti-quote-box: [838, 226, 1100, 398]
- page-number-bar: [1377, 12, 1383, 68]
- quote-author-role: ಮುಖ್ಯಮಂತ್ರಿಗಳ ಮಾಧ್ಯಮ ಸಲಹೆಗಾರ: [960, 421, 1092, 433]
- job-fair-photo-banner: ಜಿಲ್ಲಾ ಪತ್ರಕರ್ತರ ಸಂಘ, ಮಂಡ್ಯ: [1225, 607, 1401, 626]
- uidf-headline-line-1: ಯು.ಐ.ಡಿ.ಐ.ಎಫ್ ಅನುದಾನ: 47 ಕೋಟಿ: [425, 1098, 1029, 1146]
- section-label: ಸುದ್ದಿ: [1183, 92, 1214, 114]
- water-scheme-body: 24x7 ಕುಡಿಯುವ ನೀರಿನ ಯೋಜನೆಯಡಿ ಅಳವಡಿಸಲಾಗಿರುವ ವ್ಯವಸ್ಥೆಯಲ್ಲಿ ಕೆಲವು ನ್ಯೂನತೆಗಳ ಬಗ್ಗೆ ನಾಗರೀಕರು ದೂರಿದ್ದಾರೆ. ಇವುಗಳ ಪರಿಶೀಲನೆಗೆ ನಗರಸಭಾ ಸದಸ್ಯರ ಸಮಿತಿ ರಚನೆಯಾಗಿದ್ದು, ಸಮಿತಿಯು ಪರಿಶೀಲನೆ ನಡೆಯುತ್ತಿದೆ. ಈ ಸಮಿತಿ ಈಗಾಗಲೇ 13 ವಾರ್ಡುಗಳಲ್ಲಿ ಮಾಹಿತಿ ಸಂಗ್ರಹಿಸಿದೆ. ಹೀಗೆ ಸಂಗ್ರಹಿಸಿರುವ ಮಾಹಿತಿಯನ್ನು ಜಲಮಂಡಳಿ ಅಧಿಕಾರಿಗಳೊಂದಿಗೆ ಹಂಚಿಕೊಳ್ಳಲಾಗುವುದು. ತದನಂತರ ಅಗತ್ಯ ಕ್ರಮಗಳನ್ನು ಕೈಗೊಳ್ಳಲಾಗುತ್ತದೆ ಎಂದರು. ರಾಮನಗರ ನಗರಸಭಾ ವ್ಯಾಪ್ತಿಯ ಜಲಮಂಡಳಿ 38 ವಲಯಗಳನ್ನಾಗಿ ವಿಂಗಡಿಸಿಕೊಂಡಿದೆ. ಸಮಸ್ಯೆಗಳಿಗೆ ಜಲಮಂಡಳಿ ಅಧಿಕಾರಿಗಳು ಸ್ಪಂದಿಸುತ್ತಿದ್ದಾರೆ ಎಂದರು.: [880, 1315, 1100, 1555]
- hostel-meeting-photo: [11, 1182, 339, 1329]
- masthead-date: ಫೆಬ್ರವರಿ 20, 2025: [96, 40, 211, 57]
- section-label-box: [1114, 82, 1284, 124]
- constitution-press-photo: [280, 2232, 826, 2458]
